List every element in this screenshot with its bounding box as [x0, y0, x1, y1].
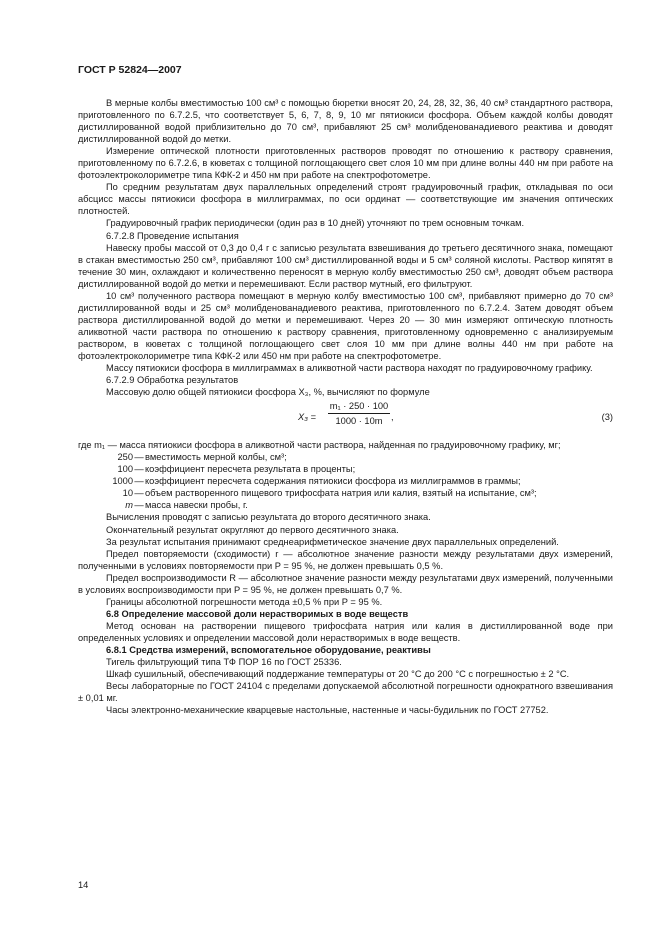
paragraph: Весы лабораторные по ГОСТ 24104 с пределами допускаемой абсолютной погрешности однократного взвешивания ± 0,01 мг.	[78, 681, 613, 704]
definition-symbol: 1000	[112, 476, 133, 487]
section-heading: 6.8 Определение массовой доли нерастворимых в воде веществ	[106, 608, 409, 619]
paragraph: Предел воспроизводимости R — абсолютное значение разности между результатами двух измерений, полученными в условиях воспроизводимости при P = 95 %, не должен превышать 0,7 %.	[78, 572, 613, 595]
paragraph: За результат испытания принимают среднеарифметическое значение двух параллельных определений.	[106, 536, 559, 547]
formula-fraction	[328, 400, 390, 427]
paragraph: Массу пятиокиси фосфора в миллиграммах в аликвотной части раствора находят по градуировочному графику.	[106, 363, 593, 374]
definition-row: m — масса навески пробы, г.	[78, 499, 613, 511]
definition-row: 100 — коэффициент пересчета результата в проценты;	[78, 463, 613, 475]
paragraph: Измерение оптической плотности приготовленных растворов проводят по отношению к раствору сравнения, приготовленному по 6.7.2.6, в кюветах с толщиной поглощающего свет слоя 10 мм при длине волны 440 нм при работе на фотоэлектроколориметре типа КФК-2 и 450 нм при работе на спектрофотометре.	[78, 146, 613, 181]
definition-text: коэффициент пересчета результата в проценты;	[145, 464, 356, 475]
formula-denominator: 1000 · 10m	[335, 416, 383, 427]
document-header: ГОСТ Р 52824—2007	[78, 64, 182, 76]
formula-numerator: m₁ · 250 · 100	[328, 400, 390, 414]
definition-text: масса навески пробы, г.	[145, 500, 248, 511]
paragraph: Навеску пробы массой от 0,3 до 0,4 г с записью результата взвешивания до третьего десятичного знака, помещают в стакан вместимостью 250 см³, прибавляют 100 см³ дистиллированной воды и 5 см³ соляной кислоты. Раствор кипятят в течение 30 мин, охлаждают и количественно переносят в мерную колбу вместимостью 250 см³, доводят объем раствора дистиллированной водой до метки и перемешивают. Если раствор мутный, его фильтруют.	[78, 242, 613, 289]
definition-row: 250 — вместимость мерной колбы, см³;	[78, 451, 613, 463]
definition-text: коэффициент пересчета содержания пятиокиси фосфора из миллиграммов в граммы;	[145, 476, 521, 487]
paragraph: 10 см³ полученного раствора помещают в мерную колбу вместимостью 100 см³, прибавляют примерно до 70 см³ дистиллированной воды и 25 см³ молибденованадиевого реактива, приготовленного по 6.7.2.4. Затем доводят объем раствора дистиллированной водой до метки и перемешивают. Через 20 — 30 мин измеряют оптическую плотность аликвотной части раствора по отношению к раствору сравнения, приготовленному одновременно с анализируемым раствором, в кюветах с толщиной поглощающего свет слоя 10 мм при длине волны 440 нм при работе на фотоэлектроколориметре типа КФК-2 или 450 нм при работе на спектрофотометре.	[78, 290, 613, 361]
paragraph: Границы абсолютной погрешности метода ±0,5 % при P = 95 %.	[106, 596, 383, 607]
paragraph: Часы электронно-механические кварцевые настольные, настенные и часы-будильник по ГОСТ 27752.	[106, 705, 549, 716]
paragraph: Массовую долю общей пятиокиси фосфора X₃, %, вычисляют по формуле	[106, 387, 430, 398]
formula-where: где m₁ — масса пятиокиси фосфора в аликвотной части раствора, найденная по градуировочному графику, мг;	[78, 440, 561, 451]
formula	[78, 400, 613, 436]
definition-symbol: 250	[117, 452, 133, 463]
section-heading: 6.7.2.8 Проведение испытания	[106, 230, 239, 241]
definition-row: 10 — объем растворенного пищевого трифосфата натрия или калия, взятый на испытание, см³;	[78, 487, 613, 499]
formula-definitions	[78, 451, 613, 511]
paragraph: По средним результатам двух параллельных определений строят градуировочный график, откладывая по оси абсцисс массы пятиокиси фосфора в миллиграммах, по оси ординат — соответствующие им значения оптических плотностей.	[78, 182, 613, 217]
paragraph: Окончательный результат округляют до первого десятичного знака.	[106, 524, 399, 535]
definition-symbol: m	[125, 500, 133, 511]
paragraph: Предел повторяемости (сходимости) r — абсолютное значение разности между результатами двух измерений, полученными в условиях повторяемости при P = 95 %, не должен превышать 0,5 %.	[78, 548, 613, 571]
section-heading: 6.7.2.9 Обработка результатов	[106, 375, 239, 386]
paragraph: Шкаф сушильный, обеспечивающий поддержание температуры от 20 °С до 200 °С с погрешностью ± 2 °С.	[106, 669, 570, 680]
definition-symbol: 10	[122, 488, 133, 499]
formula-number: (3)	[601, 412, 613, 423]
paragraph: Тигель фильтрующий типа ТФ ПОР 16 по ГОСТ 25336.	[106, 657, 342, 668]
definition-row: 1000 — коэффициент пересчета содержания пятиокиси фосфора из миллиграммов в граммы;	[78, 475, 613, 487]
paragraph: Градуировочный график периодически (один раз в 10 дней) уточняют по трем основным точкам.	[106, 218, 525, 229]
section-heading: 6.8.1 Средства измерений, вспомогательное оборудование, реактивы	[106, 644, 431, 655]
formula-lhs: X₃ =	[298, 412, 316, 423]
page-number: 14	[78, 880, 89, 890]
definition-symbol: 100	[117, 464, 133, 475]
paragraph: В мерные колбы вместимостью 100 см³ с помощью бюретки вносят 20, 24, 28, 32, 36, 40 см³ стандартного раствора, приготовленного по 6.7.2.5, что соответствует 5, 6, 7, 8, 9, 10 мг пятиокиси фосфора. Объем каждой колбы доводят дистиллированной водой приблизительно до 70 см³, прибавляют 25 см³ молибденованадиевого реактива и доводят дистиллированной водой до метки.	[78, 98, 613, 145]
paragraph: Метод основан на растворении пищевого трифосфата натрия или калия в дистиллированной воде при определенных условиях и определении массовой доли нерастворимых в воде веществ.	[78, 620, 613, 643]
formula-comma: ,	[391, 412, 394, 423]
document-body	[78, 97, 613, 716]
paragraph: Вычисления проводят с записью результата до второго десятичного знака.	[106, 512, 431, 523]
definition-text: вместимость мерной колбы, см³;	[145, 452, 287, 463]
definition-text: объем растворенного пищевого трифосфата натрия или калия, взятый на испытание, см³;	[145, 488, 537, 499]
